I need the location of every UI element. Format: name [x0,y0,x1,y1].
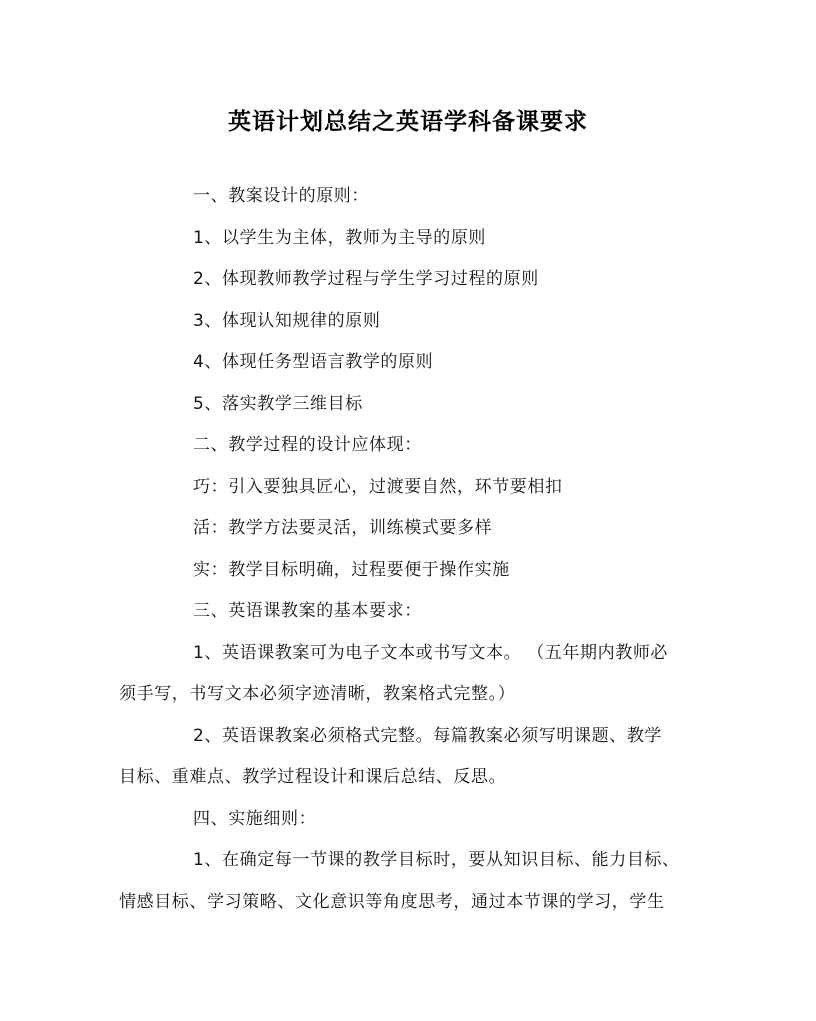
document-title: 英语计划总结之英语学科备课要求 [228,108,588,135]
paragraph-line: 巧：引入要独具匠心，过渡要自然，环节要相扣 [193,477,563,497]
paragraph-line: 4、体现任务型语言教学的原则 [193,352,434,372]
paragraph-line: 1、在确定每一节课的教学目标时，要从知识目标、能力目标、 [193,850,680,870]
paragraph-line: 活：教学方法要灵活，训练模式要多样 [193,518,493,538]
section-heading-implementation: 四、实施细则： [193,809,317,829]
paragraph-line: 2、英语课教案必须格式完整。每篇教案必须写明课题、教学 [193,726,663,746]
paragraph-line: 目标、重难点、教学过程设计和课后总结、反思。 [119,767,507,787]
section-heading-process: 二、教学过程的设计应体现： [193,435,422,455]
paragraph-line: 5、落实教学三维目标 [193,394,363,414]
paragraph-line: 3、体现认知规律的原则 [193,311,381,331]
paragraph-line: 1、以学生为主体，教师为主导的原则 [193,228,487,248]
section-heading-principles: 一、教案设计的原则： [193,186,369,206]
section-heading-requirements: 三、英语课教案的基本要求： [193,601,422,621]
paragraph-line: 须手写，书写文本必须字迹清晰，教案格式完整。） [119,684,516,704]
paragraph-line: 实：教学目标明确，过程要便于操作实施 [193,560,510,580]
paragraph-line: 2、体现教师教学过程与学生学习过程的原则 [193,269,539,289]
paragraph-line: 情感目标、学习策略、文化意识等角度思考，通过本节课的学习，学生 [119,892,665,912]
paragraph-line: 1、英语课教案可为电子文本或书写文本。 （五年期内教师必 [193,643,669,663]
